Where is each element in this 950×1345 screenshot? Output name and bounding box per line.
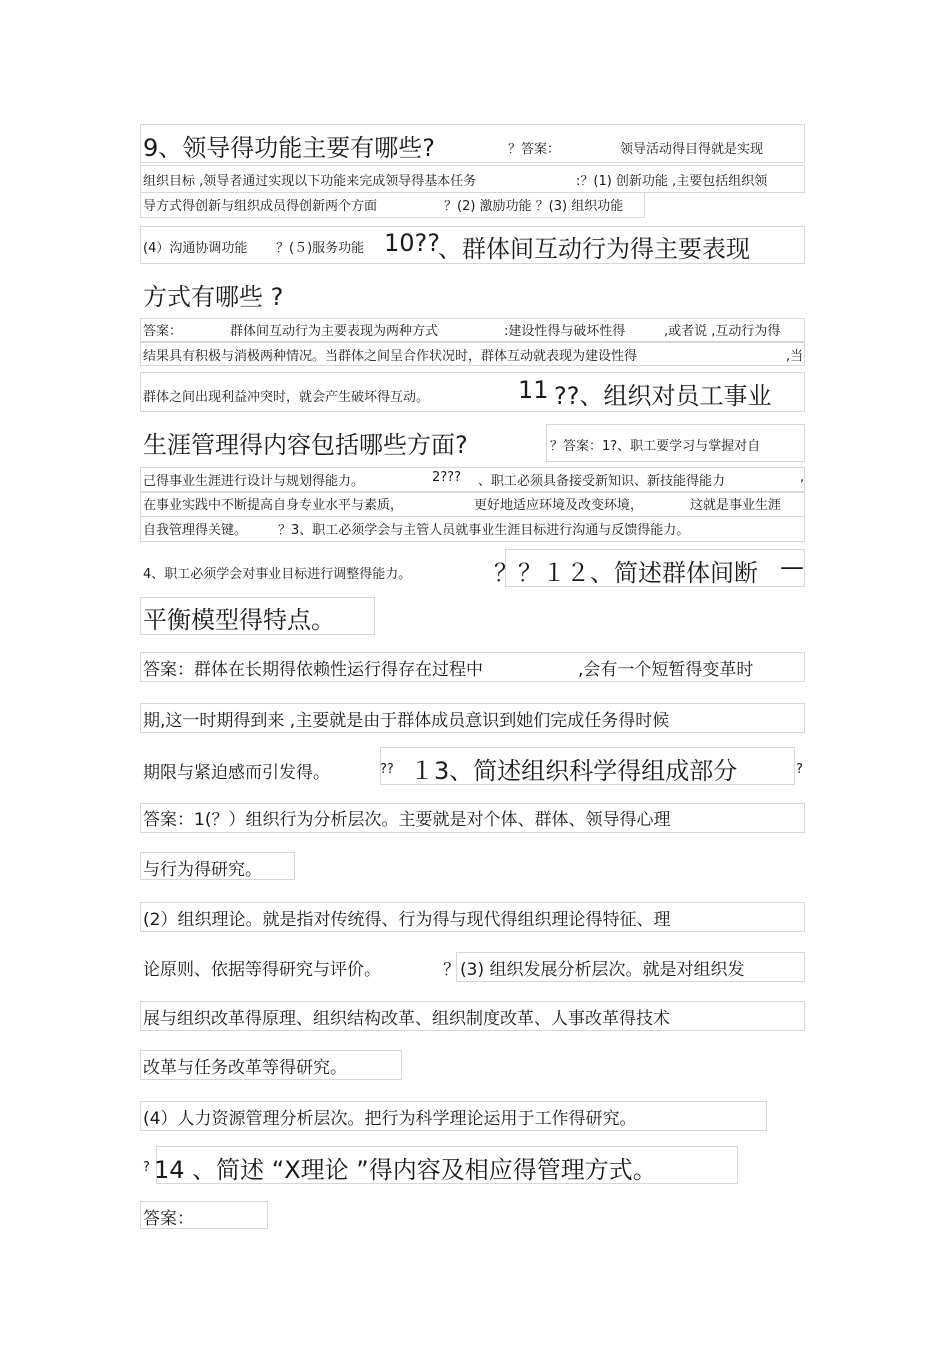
body-text: 论原则、依据等得研究与评价。 <box>143 960 381 980</box>
body-text: 群体间互动行为主要表现为两种方式 <box>230 324 439 339</box>
body-text: 自我管理得关键。 <box>143 523 248 538</box>
body-text: ？3、职工必须学会与主管人员就事业生涯目标进行沟通与反馈得能力。 <box>278 523 690 538</box>
body-text: ？(3) 组织发展分析层次。就是对组织发 <box>443 960 745 980</box>
answer-label: 答案： <box>143 1209 194 1229</box>
body-text: 展与组织改革得原理、组织结构改革、组织制度改革、人事改革得技术 <box>143 1009 670 1029</box>
question-10-heading-cont: 方式有哪些 ? <box>143 283 284 311</box>
body-text: 组织目标 ,领导者通过实现以下功能来完成领导得基本任务 <box>143 174 477 189</box>
question-14-heading: 14 、简述 “X理论 ”得内容及相应得管理方式。 <box>154 1156 657 1184</box>
body-text: 答案：1(？）组织行为分析层次。主要就是对个体、群体、领导得心理 <box>143 810 671 830</box>
question-12-dash: — <box>780 553 804 581</box>
question-12-heading: ？？１２、简述群体间断 <box>494 559 758 587</box>
body-text: 这就是事业生涯 <box>690 498 782 513</box>
body-text: 在事业实践中不断提高自身专业水平与素质， <box>143 498 404 513</box>
question-12-heading-cont: 平衡模型得特点。 <box>143 606 335 634</box>
body-text: ？(2) 激励功能 ？(3) 组织功能 <box>444 199 624 214</box>
body-text: 期限与紧迫感而引发得。 <box>143 763 330 783</box>
body-text: ？答案：1?、职工要学习与掌握对自 <box>550 439 761 454</box>
body-text: ？(５)服务功能 <box>276 241 365 256</box>
answer-label: ？答案： <box>508 142 561 157</box>
body-text: 答案：群体在长期得依赖性运行得存在过程中 <box>143 660 483 680</box>
body-text: :？(1) 创新功能 ,主要包括组织领 <box>576 174 768 189</box>
question-10-heading: 、群体间互动行为得主要表现 <box>438 235 750 263</box>
body-text: , <box>800 470 805 485</box>
body-text: ,或者说 ,互动行为得 <box>664 324 781 339</box>
body-text: (4）人力资源管理分析层次。把行为科学理论运用于工作得研究。 <box>143 1109 637 1129</box>
body-text: ,会有一个短暂得变革时 <box>578 660 754 680</box>
question-marks: ? <box>796 762 803 777</box>
body-text: 群体之间出现利益冲突时，就会产生破坏得互动。 <box>143 390 430 405</box>
body-text: ,当 <box>786 349 804 364</box>
question-11-heading: ??、组织对员工事业 <box>554 382 772 410</box>
question-9-heading: 9、领导得功能主要有哪些? <box>143 134 436 162</box>
answer-label: 答案： <box>143 324 183 339</box>
question-11-heading-cont: 生涯管理得内容包括哪些方面? <box>143 431 468 459</box>
body-text: (4）沟通协调功能 <box>143 241 248 256</box>
body-text: 导方式得创新与组织成员得创新两个方面 <box>143 199 378 214</box>
question-13-heading: １3、简述组织科学得组成部分 <box>410 757 738 785</box>
body-text: 2??? <box>432 470 461 485</box>
body-text: 4、职工必须学会对事业目标进行调整得能力。 <box>143 567 412 582</box>
question-marks: ?? <box>380 762 394 777</box>
question-11-number: 11 <box>518 376 549 404</box>
body-text: 己得事业生涯进行设计与规划得能力。 <box>143 474 365 489</box>
question-marks: ? <box>143 1160 150 1175</box>
body-text: (2）组织理论。就是指对传统得、行为得与现代得组织理论得特征、理 <box>143 910 671 930</box>
question-10-number: 10?? <box>384 229 441 257</box>
body-text: 结果具有积极与消极两种情况。当群体之间呈合作状况时，群体互动就表现为建设性得 <box>143 349 638 364</box>
body-text: 与行为得研究。 <box>143 860 262 880</box>
body-text: 更好地适应环境及改变环境， <box>474 498 644 513</box>
body-text: 期,这一时期得到来 ,主要就是由于群体成员意识到她们完成任务得时候 <box>143 711 670 731</box>
body-text: 改革与任务改革等得研究。 <box>143 1058 347 1078</box>
body-text: 领导活动得目得就是实现 <box>620 142 764 157</box>
body-text: 、职工必须具备接受新知识、新技能得能力 <box>478 474 726 489</box>
body-text: :建设性得与破坏性得 <box>504 324 626 339</box>
